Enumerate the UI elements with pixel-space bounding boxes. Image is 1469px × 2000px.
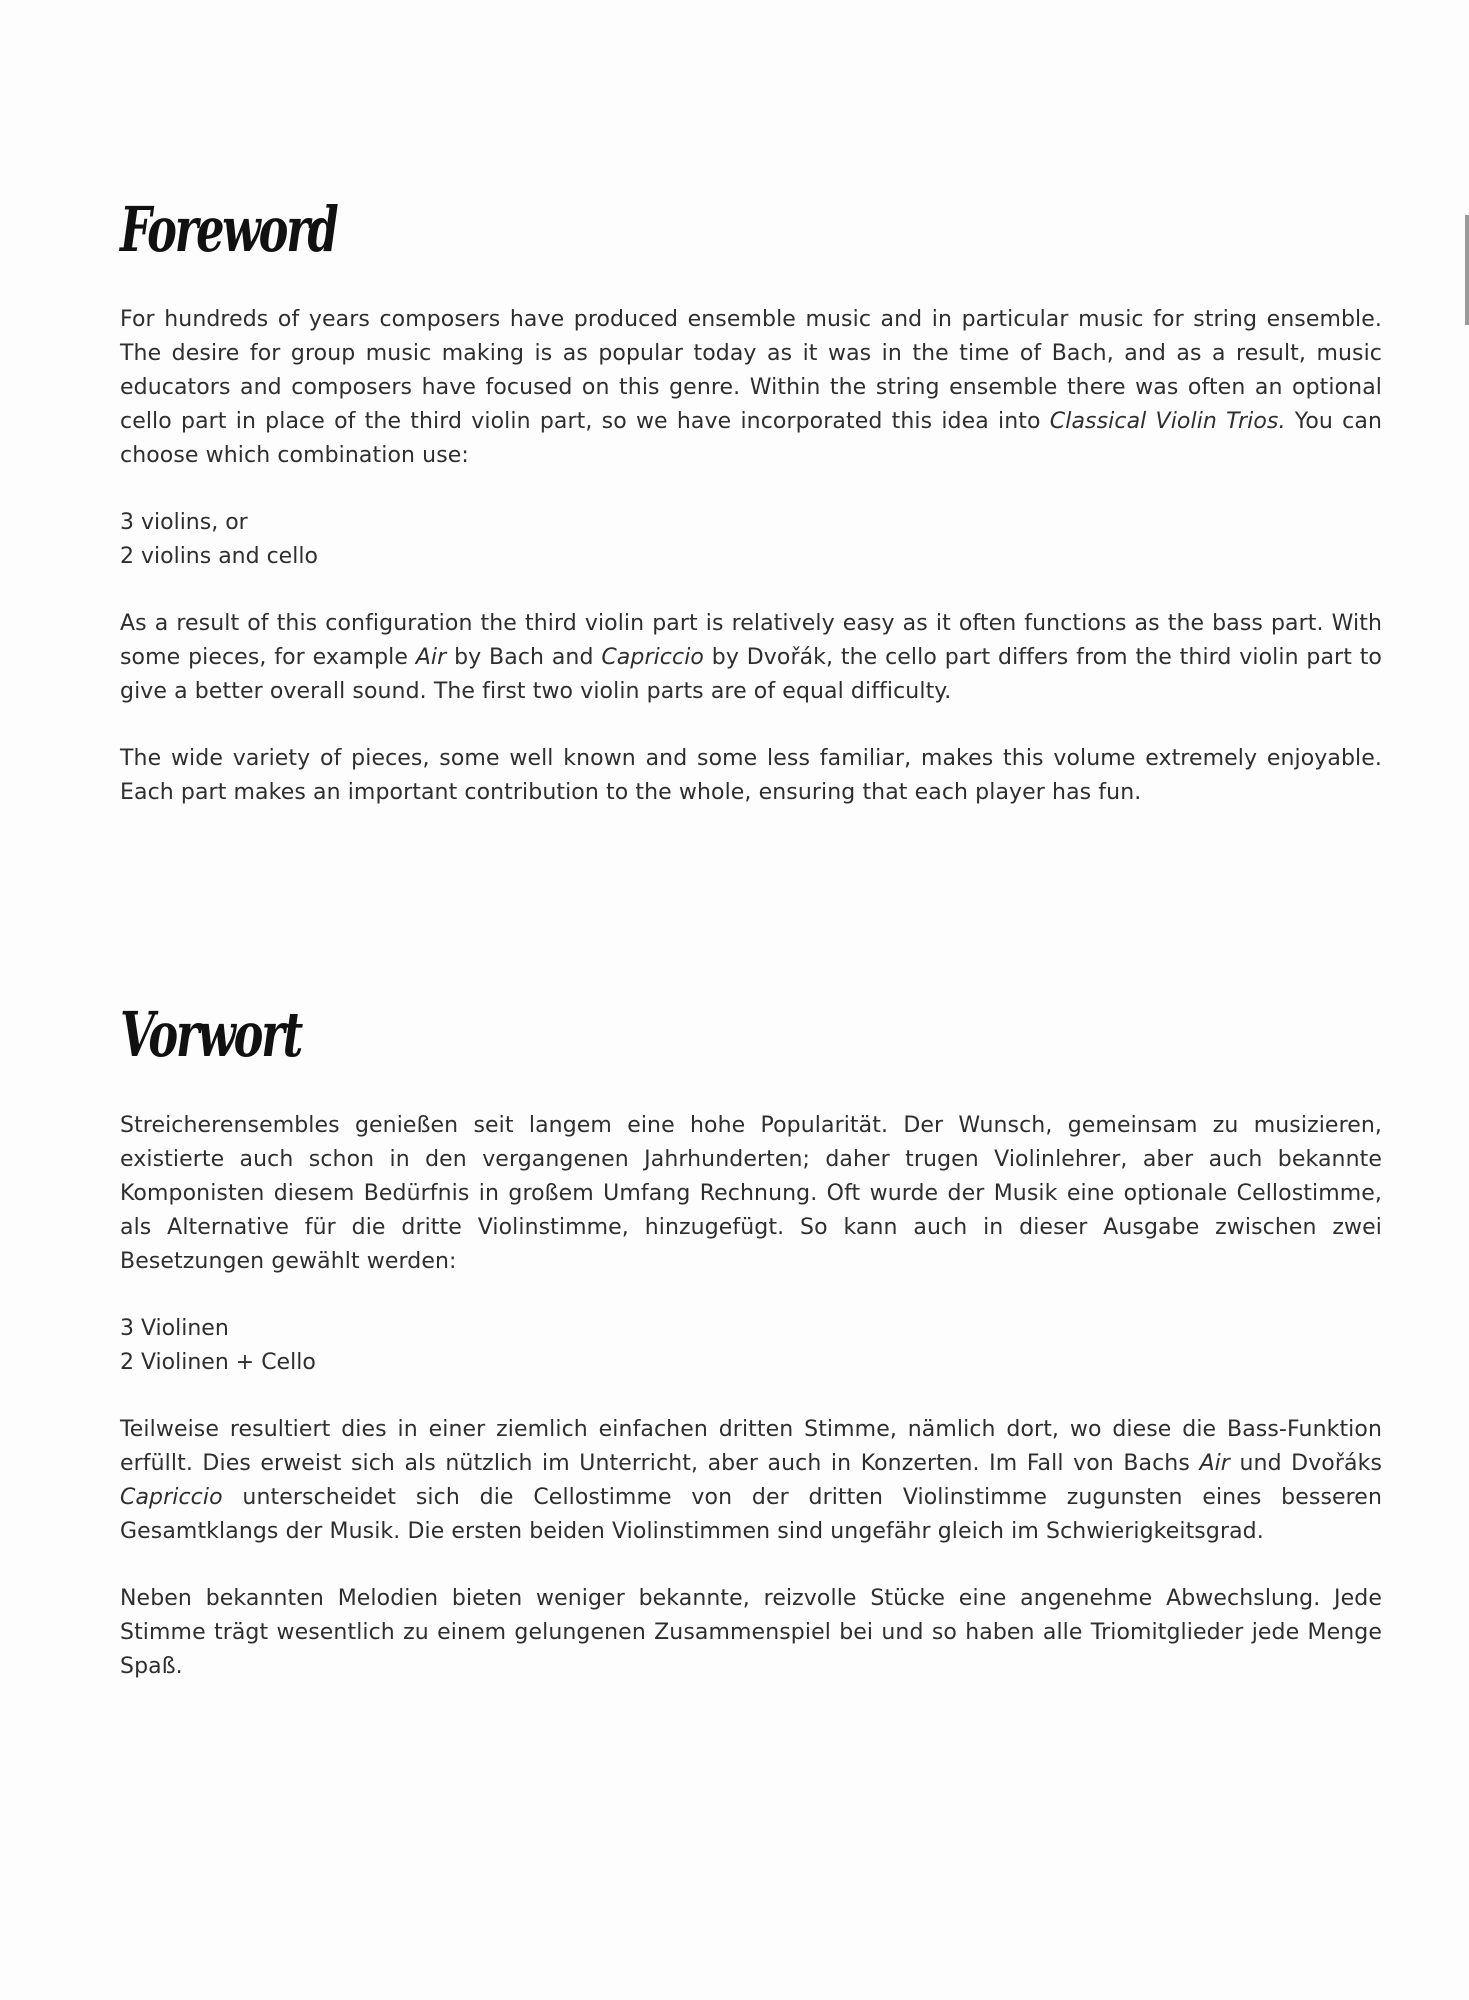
foreword-paragraph-3: The wide variety of pieces, some well known and some less familiar, makes this volume extremely enjoyable. Each part makes an important contribution to the whole, ensuring that each player has fun. [120, 746, 1382, 805]
vorwort-heading: Vorwort [120, 998, 302, 1071]
vorwort-paragraph-1: Streicherensembles genießen seit langem eine hohe Popularität. Der Wunsch, gemeinsam zu musizieren, existierte auch schon in den vergangenen Jahrhunderten; daher trugen Violinlehrer, aber auch bekannte Komponisten diesem Bedürfnis in großem Umfang Rechnung. Oft wurde der Musik eine optionale Cellostimme, als Alternative für die dritte Violinstimme, hinzugefügt. So kann auch in dieser Ausgabe zwischen zwei Besetzungen gewählt werden: [120, 1113, 1382, 1274]
list-item: 2 violins and cello [120, 544, 318, 569]
foreword-instrumentation-list [120, 506, 1382, 574]
foreword-p2-text: by Bach and [446, 645, 602, 670]
vorwort-paragraph-3: Neben bekannten Melodien bieten weniger bekannte, reizvolle Stücke eine angenehme Abwechslung. Jede Stimme trägt wesentlich zu einem gelungenen Zusammenspiel bei und so haben alle Triomitglieder jede Menge Spaß. [120, 1586, 1382, 1679]
list-item: 3 violins, or [120, 510, 248, 535]
foreword-p1-text-end: You can choose which combination use: [120, 409, 1382, 468]
foreword-section [120, 185, 1382, 843]
list-item: 2 Violinen + Cello [120, 1350, 316, 1375]
vorwort-p2-text: Teilweise resultiert dies in einer ziemlich einfachen dritten Stimme, nämlich dort, wo diese die Bass-Funktion erfüllt. Dies erweist sich als nützlich im Unterricht, aber auch in Konzerten. Im Fall von Bachs [120, 1417, 1382, 1476]
piece-title-air: Air [415, 645, 447, 670]
piece-title-air: Air [1199, 1451, 1230, 1476]
page-edge-mark [1465, 215, 1469, 325]
foreword-p1-text: For hundreds of years composers have produced ensemble music and in particular music for string ensemble. The desire for group music making is as popular today as it was in the time of Bach, and as a result, music educators and composers have focused on this genre. Within the string ensemble there was often an optional cello part in place of the third violin part, so we have incorporated this idea into [120, 307, 1382, 434]
vorwort-p2-text: und Dvořáks [1229, 1451, 1383, 1476]
vorwort-p2-text: unterscheidet sich die Cellostimme von der dritten Violinstimme zugunsten eines besseren Gesamtklangs der Musik. Die ersten beiden Violinstimmen sind ungefähr gleich im Schwierigkeitsgrad. [120, 1485, 1382, 1544]
vorwort-paragraph-2 [120, 1413, 1382, 1549]
foreword-paragraph-1 [120, 303, 1382, 473]
piece-title-capriccio: Capriccio [601, 645, 704, 670]
foreword-p2-text: As a result of this configuration the third violin part is relatively easy as it often functions as the bass part. With some pieces, for example [120, 611, 1382, 670]
foreword-heading: Foreword [120, 193, 337, 266]
vorwort-section [120, 990, 1382, 1717]
vorwort-instrumentation-list [120, 1312, 1382, 1380]
list-item: 3 Violinen [120, 1316, 229, 1341]
piece-title-capriccio: Capriccio [120, 1485, 223, 1510]
book-title: Classical Violin Trios. [1049, 409, 1286, 434]
foreword-p2-text: by Dvořák, the cello part differs from the third violin part to give a better overall sound. The first two violin parts are of equal difficulty. [120, 645, 1382, 704]
foreword-paragraph-2 [120, 607, 1382, 709]
